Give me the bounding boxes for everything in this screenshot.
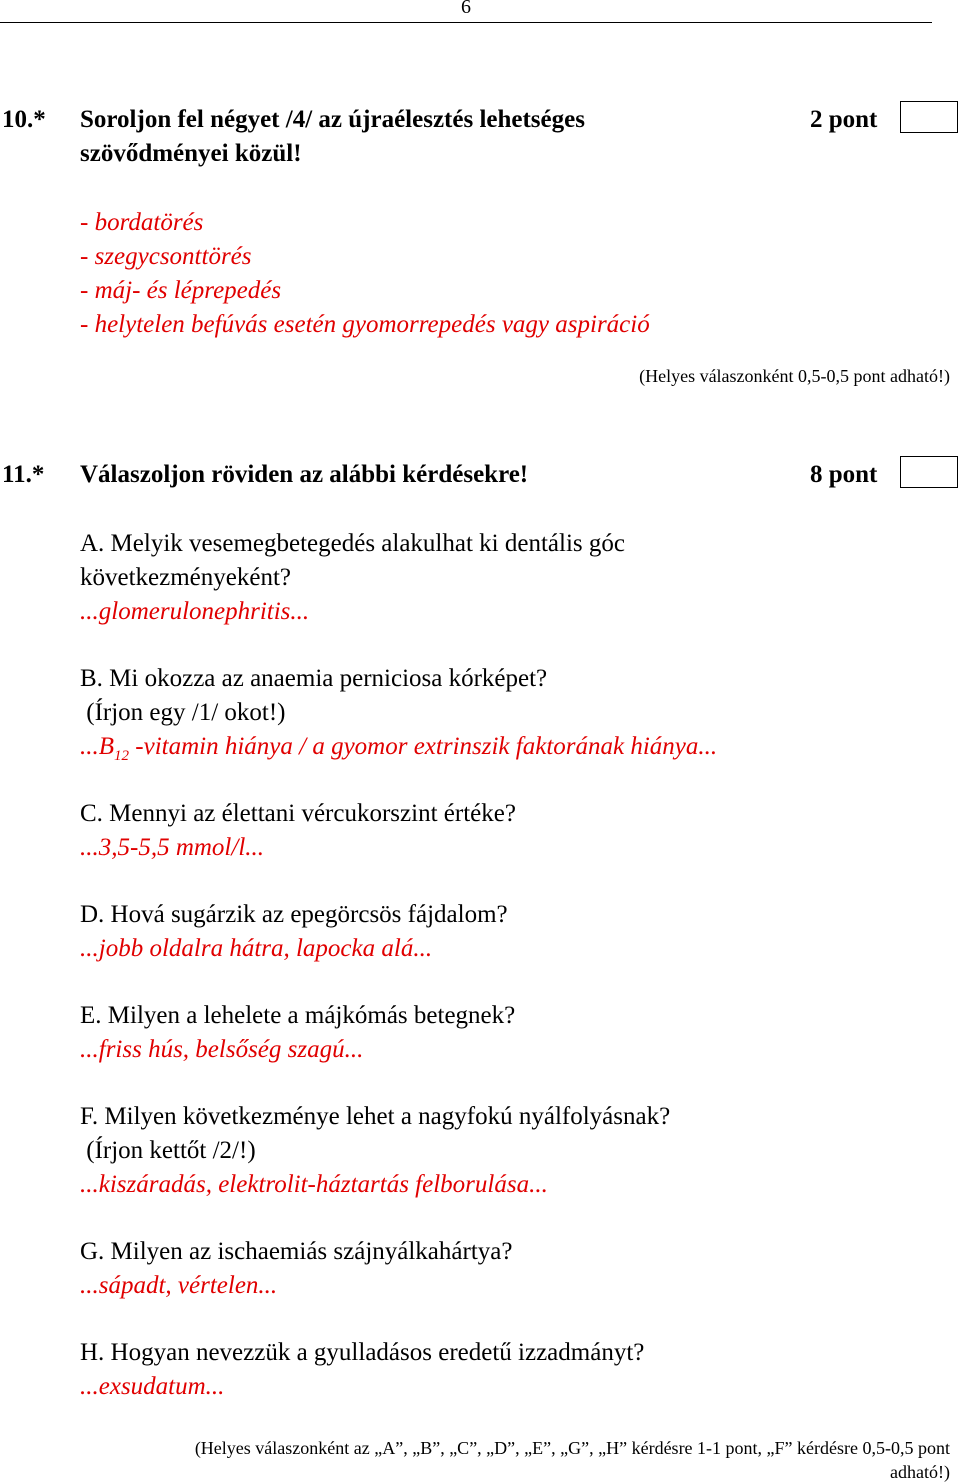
q10-title-line1: Soroljon fel négyet /4/ az újraélesztés lehetséges <box>80 106 585 133</box>
q11-f-answer: ...kiszáradás, elektrolit-háztartás felborulása... <box>80 1171 548 1198</box>
q11-h-answer: ...exsudatum... <box>80 1373 225 1400</box>
q10-answer-3: - máj- és léprepedés <box>80 277 282 304</box>
q10-title-line2: szövődményei közül! <box>80 140 302 167</box>
q10-number: 10.* <box>2 106 46 133</box>
q11-c-answer: ...3,5-5,5 mmol/l... <box>80 834 265 861</box>
q10-scoring-note: (Helyes válaszonként 0,5-0,5 pont adható!) <box>639 366 950 386</box>
q11-g-question: G. Milyen az ischaemiás szájnyálkahártya? <box>80 1238 513 1265</box>
q11-number: 11.* <box>2 461 45 488</box>
q10-points: 2 pont <box>810 106 878 133</box>
q11-f-question-line2: (Írjon kettőt /2/!) <box>80 1137 256 1164</box>
q11-b-question-line2: (Írjon egy /1/ okot!) <box>80 699 286 726</box>
q11-h-question: H. Hogyan nevezzük a gyulladásos eredetű izzadmányt? <box>80 1339 645 1366</box>
q11-b-answer-subscript: 12 <box>114 748 130 764</box>
q11-e-answer: ...friss hús, belsőség szagú... <box>80 1036 364 1063</box>
q11-scoring-note-line2: adható!) <box>890 1462 950 1482</box>
q10-answer-4: - helytelen befúvás esetén gyomorrepedés vagy aspiráció <box>80 311 650 338</box>
q11-b-answer-pre: ...B <box>80 733 115 760</box>
q11-scoring-note-line1: (Helyes válaszonként az „A”, „B”, „C”, „D”, „E”, „G”, „H” kérdésre 1-1 pont, „F” kérdésre 0,5-0,5 pont <box>194 1438 950 1458</box>
page-number: 6 <box>461 0 471 18</box>
q11-b-question-line1: B. Mi okozza az anaemia perniciosa kórképet? <box>80 665 548 692</box>
q11-f-question-line1: F. Milyen következménye lehet a nagyfokú nyálfolyásnak? <box>80 1103 671 1130</box>
header-rule <box>0 22 932 23</box>
q11-b-answer-post: -vitamin hiánya / a gyomor extrinszik faktorának hiánya... <box>129 733 718 760</box>
q11-a-question-line1: A. Melyik vesemegbetegedés alakulhat ki dentális góc <box>80 530 625 557</box>
q11-c-question: C. Mennyi az élettani vércukorszint értéke? <box>80 800 516 827</box>
q10-answer-1: - bordatörés <box>80 209 204 236</box>
q11-points: 8 pont <box>810 461 878 488</box>
q11-d-question: D. Hová sugárzik az epegörcsös fájdalom? <box>80 901 508 928</box>
q11-d-answer: ...jobb oldalra hátra, lapocka alá... <box>80 935 433 962</box>
q11-b-answer <box>80 730 717 773</box>
q11-a-answer: ...glomerulonephritis... <box>80 598 310 625</box>
q10-score-box[interactable] <box>900 101 958 133</box>
q11-title: Válaszoljon röviden az alábbi kérdésekre! <box>80 461 529 488</box>
q11-e-question: E. Milyen a lehelete a májkómás betegnek? <box>80 1002 516 1029</box>
q10-answer-2: - szegycsonttörés <box>80 243 252 270</box>
q11-g-answer: ...sápadt, vértelen... <box>80 1272 278 1299</box>
q11-a-question-line2: következményeként? <box>80 564 292 591</box>
q11-score-box[interactable] <box>900 456 958 488</box>
